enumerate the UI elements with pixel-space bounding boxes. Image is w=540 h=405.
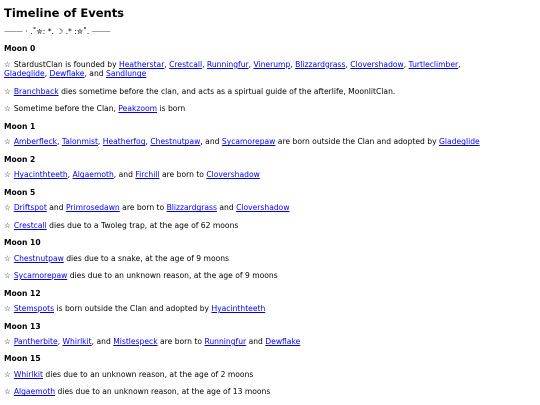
cat-name-link[interactable]: Clovershadow <box>350 59 404 69</box>
timeline-event <box>4 137 536 146</box>
timeline-list <box>4 44 536 397</box>
cat-name-link[interactable]: Gladeglide <box>4 69 45 79</box>
event-text: dies due to a snake, at the age of 9 moons <box>63 253 230 263</box>
event-text: dies sometime before the clan, and acts as a spirtual guide of the afterlife, MoonlitClan. <box>58 86 396 96</box>
event-text: and <box>246 337 266 346</box>
event-text: , and <box>84 69 106 79</box>
cat-name-link[interactable]: Chestnutpaw <box>150 137 201 147</box>
event-text: dies due to a Twoleg trap, at the age of 62 moons <box>46 220 239 230</box>
event-text: , and <box>113 170 136 180</box>
cat-name-link[interactable]: Dewflake <box>265 337 301 346</box>
event-text: , <box>403 59 409 69</box>
event-text: , <box>67 170 73 180</box>
cat-name-link[interactable]: Dewflake <box>49 69 85 79</box>
cat-name-link[interactable]: Blizzardgrass <box>166 203 217 213</box>
cat-name-link[interactable]: Clovershadow <box>236 203 290 213</box>
moon-heading: Moon 0 <box>4 44 36 54</box>
star-icon: ☆ <box>4 86 11 96</box>
event-text: StardustClan is founded by <box>13 59 119 69</box>
cat-name-link[interactable]: Turtleclimber <box>408 59 459 69</box>
event-text: Sometime before the Clan, <box>13 104 119 114</box>
cat-name-link[interactable]: Amberfleck <box>13 137 58 147</box>
event-text: and <box>216 203 237 213</box>
event-text: , <box>202 59 207 69</box>
timeline-event <box>4 221 536 230</box>
event-text: dies due to an unknown reason, at the age of 13 moons <box>55 387 271 397</box>
cat-name-link[interactable]: Gladeglide <box>439 137 480 147</box>
moon-heading: Moon 12 <box>4 288 41 298</box>
event-text: dies due to an unknown reason, at the age of 9 moons <box>67 271 278 281</box>
star-icon: ☆ <box>4 271 11 281</box>
cat-name-link[interactable]: Crestcall <box>13 220 47 230</box>
cat-name-link[interactable]: Driftspot <box>13 203 47 213</box>
event-text: , <box>57 337 63 346</box>
event-text: are born to <box>159 170 207 180</box>
timeline-event <box>4 370 536 379</box>
event-text: , <box>458 59 461 69</box>
event-text: is born <box>157 104 186 114</box>
timeline-event <box>4 170 536 179</box>
star-icon: ☆ <box>4 337 11 346</box>
cat-name-link[interactable]: Sycamorepaw <box>221 137 276 147</box>
timeline-event <box>4 203 536 212</box>
star-icon: ☆ <box>4 304 11 314</box>
cat-name-link[interactable]: Hyacinthteeth <box>13 170 68 180</box>
event-text: , <box>145 137 151 147</box>
star-icon: ☆ <box>4 253 11 263</box>
moon-heading: Moon 10 <box>4 238 41 248</box>
cat-name-link[interactable]: Hyacinthteeth <box>211 304 266 314</box>
timeline-event <box>4 271 536 280</box>
timeline-event <box>4 387 536 396</box>
cat-name-link[interactable]: Clovershadow <box>206 170 260 180</box>
cat-name-link[interactable]: Chestnutpaw <box>13 253 64 263</box>
star-icon: ☆ <box>4 104 11 114</box>
event-text: , and <box>200 137 222 147</box>
moon-heading: Moon 1 <box>4 121 36 131</box>
star-icon: ☆ <box>4 387 11 397</box>
cat-name-link[interactable]: Vinerump <box>253 59 291 69</box>
event-text: are born to <box>119 203 167 213</box>
cat-name-link[interactable]: Sycamorepaw <box>13 271 68 281</box>
star-icon: ☆ <box>4 137 11 147</box>
event-text: are born to <box>157 337 205 346</box>
cat-name-link[interactable]: Algaemoth <box>13 387 56 397</box>
cat-name-link[interactable]: Runningfur <box>204 337 247 346</box>
timeline-event <box>4 254 536 263</box>
cat-name-link[interactable]: Talonmist <box>61 137 98 147</box>
event-text: , <box>248 59 254 69</box>
cat-name-link[interactable]: Firchill <box>135 170 160 180</box>
event-text: are born outside the Clan and adopted by <box>275 137 440 147</box>
event-text: , <box>164 59 170 69</box>
cat-name-link[interactable]: Algaemoth <box>72 170 114 180</box>
timeline-event <box>4 337 536 346</box>
event-text: , <box>290 59 296 69</box>
moon-heading: Moon 13 <box>4 321 41 331</box>
event-text: , <box>345 59 351 69</box>
timeline-event <box>4 304 536 313</box>
event-text: dies due to an unknown reason, at the age of 2 moons <box>42 369 254 379</box>
page-title: Timeline of Events <box>4 6 125 20</box>
cat-name-link[interactable]: Blizzardgrass <box>295 59 346 69</box>
moon-heading: Moon 2 <box>4 154 36 164</box>
timeline-event <box>4 104 536 113</box>
cat-name-link[interactable]: Runningfur <box>206 59 249 69</box>
cat-name-link[interactable]: Sandlunge <box>106 69 147 79</box>
cat-name-link[interactable]: Heatherfog <box>102 137 146 147</box>
cat-name-link[interactable]: Crestcall <box>169 59 203 69</box>
cat-name-link[interactable]: Branchback <box>13 86 59 96</box>
timeline-event <box>4 87 536 96</box>
event-text: , <box>57 137 62 147</box>
timeline-event <box>4 60 504 79</box>
decorative-divider: ⸻ · .˚✮: *. ☽ .* :✮˚. ⸻ <box>4 26 111 36</box>
cat-name-link[interactable]: Primrosedawn <box>65 203 120 213</box>
event-text: is born outside the Clan and adopted by <box>54 304 212 314</box>
star-icon: ☆ <box>4 203 11 213</box>
star-icon: ☆ <box>4 369 11 379</box>
star-icon: ☆ <box>4 220 11 230</box>
cat-name-link[interactable]: Stemspots <box>13 304 55 314</box>
cat-name-link[interactable]: Whirlkit <box>13 369 43 379</box>
star-icon: ☆ <box>4 59 11 69</box>
cat-name-link[interactable]: Pantherbite <box>13 337 58 346</box>
moon-heading: Moon 15 <box>4 354 41 364</box>
moon-heading: Moon 5 <box>4 187 36 197</box>
cat-name-link[interactable]: Heatherstar <box>119 59 165 69</box>
event-text: , <box>97 137 103 147</box>
cat-name-link[interactable]: Mistlespeck <box>113 337 158 346</box>
star-icon: ☆ <box>4 170 11 180</box>
cat-name-link[interactable]: Whirlkit <box>62 337 92 346</box>
event-text: , <box>44 69 50 79</box>
cat-name-link[interactable]: Peakzoom <box>118 104 158 114</box>
event-text: and <box>46 203 66 213</box>
event-text: , and <box>91 337 114 346</box>
